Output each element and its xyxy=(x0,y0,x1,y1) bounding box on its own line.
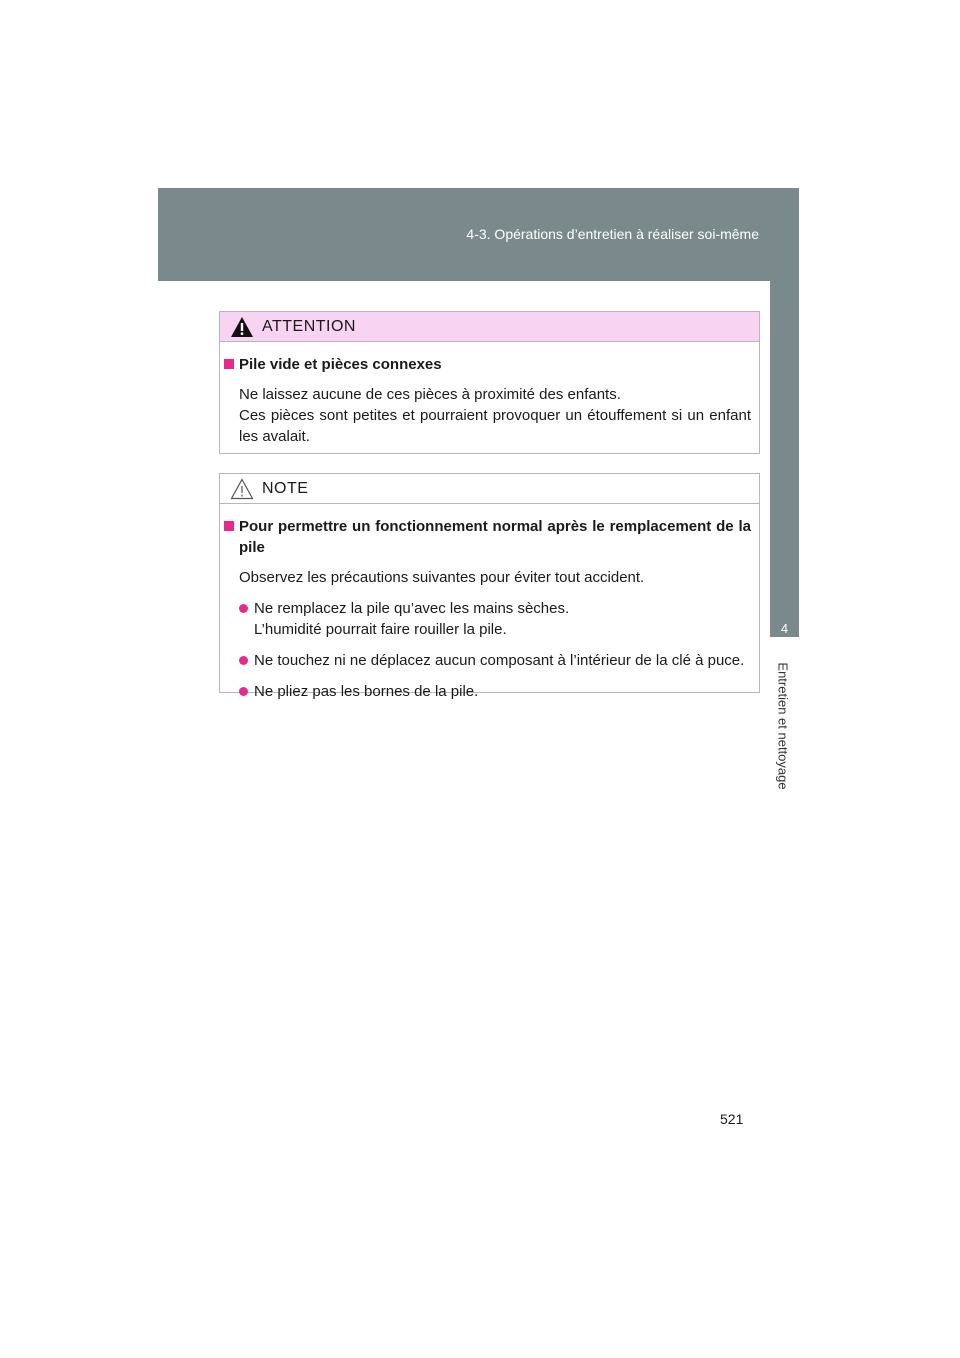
warning-icon xyxy=(230,316,254,338)
attention-paragraph xyxy=(239,384,751,447)
note-intro: Observez les précautions suivantes pour éviter tout accident. xyxy=(239,569,645,586)
note-heading: NOTE xyxy=(262,479,309,497)
attention-heading: ATTENTION xyxy=(262,317,356,335)
attention-line: Ne laissez aucune de ces pièces à proximité des enfants. xyxy=(239,386,621,403)
section-header-title: 4-3. Opérations d’entretien à réaliser soi-même xyxy=(466,226,759,242)
note-section-title: Pour permettre un fonctionnement normal après le remplacement de la pile xyxy=(224,516,751,558)
chapter-number: 4 xyxy=(780,621,789,636)
note-bullet: Ne pliez pas les bornes de la pile. xyxy=(239,681,751,702)
note-body xyxy=(220,504,759,718)
attention-header xyxy=(220,312,759,342)
attention-body xyxy=(220,342,759,463)
attention-box xyxy=(219,311,760,454)
attention-line: Ces pièces sont petites et pourraient provoquer un étouffement si un enfant les avalait. xyxy=(239,407,751,445)
chapter-tab xyxy=(770,281,799,892)
header-band xyxy=(158,188,799,281)
circle-bullet-icon xyxy=(239,687,248,696)
square-bullet-icon xyxy=(224,521,234,531)
attention-section-title: Pile vide et pièces connexes xyxy=(224,354,751,375)
note-box xyxy=(219,473,760,700)
note-bullet: Ne remplacez la pile qu’avec les mains sèches. L’humidité pourrait faire rouiller la pile. xyxy=(239,598,751,640)
caution-outline-icon xyxy=(230,478,254,500)
page-number: 521 xyxy=(720,1111,744,1127)
circle-bullet-icon xyxy=(239,656,248,665)
chapter-label: Entretien et nettoyage xyxy=(775,662,791,790)
circle-bullet-icon xyxy=(239,604,248,613)
square-bullet-icon xyxy=(224,359,234,369)
note-header xyxy=(220,474,759,504)
note-bullet: Ne touchez ni ne déplacez aucun composant à l’intérieur de la clé à puce. xyxy=(239,650,751,671)
